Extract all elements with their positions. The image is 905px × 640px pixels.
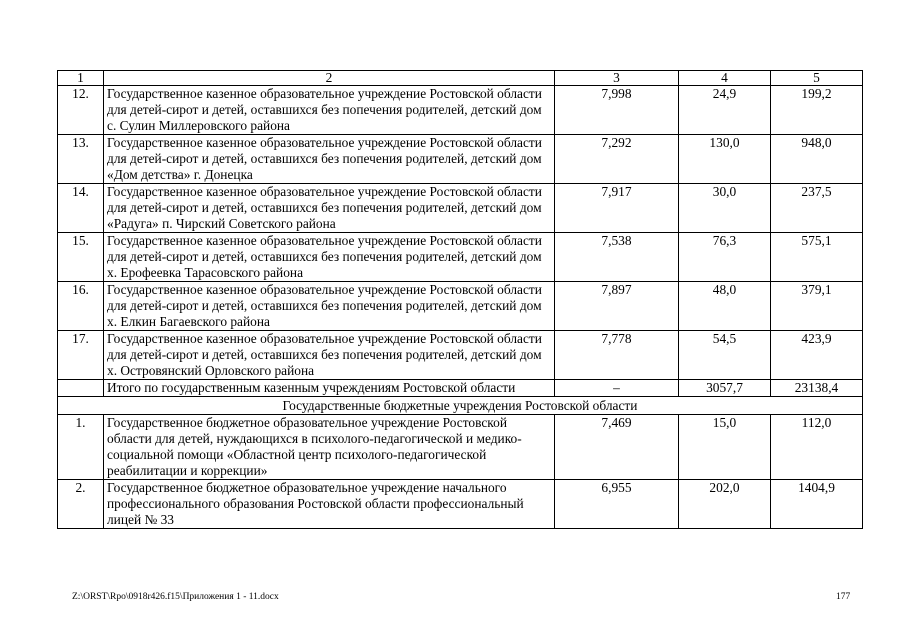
header-cell-1: 1 xyxy=(58,71,104,86)
value-col3: 7,998 xyxy=(555,86,679,135)
section-title: Государственные бюджетные учреждения Ростовской области xyxy=(58,397,863,415)
row-number: 12. xyxy=(58,86,104,135)
value-col3: 7,778 xyxy=(555,331,679,380)
value-col3: 6,955 xyxy=(555,480,679,529)
institution-name: Государственное казенное образовательное учреждение Ростовской области для детей-сирот и детей, оставшихся без попечения родителей, детский дом х. Ерофеевка Тарасовского района xyxy=(104,233,555,282)
value-col3: 7,917 xyxy=(555,184,679,233)
table-row xyxy=(58,135,863,184)
table-row xyxy=(58,415,863,480)
table-row xyxy=(58,282,863,331)
institution-name: Государственное казенное образовательное учреждение Ростовской области для детей-сирот и детей, оставшихся без попечения родителей, детский дом с. Сулин Миллеровского района xyxy=(104,86,555,135)
value-col4: 130,0 xyxy=(679,135,771,184)
institution-name: Государственное казенное образовательное учреждение Ростовской области для детей-сирот и детей, оставшихся без попечения родителей, детский дом «Радуга» п. Чирский Советского района xyxy=(104,184,555,233)
total-label: Итого по государственным казенным учреждениям Ростовской области xyxy=(104,380,555,397)
total-col3: – xyxy=(555,380,679,397)
value-col4: 76,3 xyxy=(679,233,771,282)
total-row xyxy=(58,380,863,397)
value-col3: 7,469 xyxy=(555,415,679,480)
value-col5: 423,9 xyxy=(771,331,863,380)
table-row xyxy=(58,86,863,135)
row-number: 1. xyxy=(58,415,104,480)
value-col5: 112,0 xyxy=(771,415,863,480)
total-col4: 3057,7 xyxy=(679,380,771,397)
table-row xyxy=(58,184,863,233)
header-cell-3: 3 xyxy=(555,71,679,86)
institution-name: Государственное казенное образовательное учреждение Ростовской области для детей-сирот и детей, оставшихся без попечения родителей, детский дом х. Елкин Багаевского района xyxy=(104,282,555,331)
table-row xyxy=(58,480,863,529)
row-number: 16. xyxy=(58,282,104,331)
section-header-row xyxy=(58,397,863,415)
value-col5: 379,1 xyxy=(771,282,863,331)
value-col3: 7,292 xyxy=(555,135,679,184)
value-col4: 48,0 xyxy=(679,282,771,331)
row-number: 14. xyxy=(58,184,104,233)
header-cell-5: 5 xyxy=(771,71,863,86)
row-number: 13. xyxy=(58,135,104,184)
institution-name: Государственное бюджетное образовательное учреждение начального профессионального образования Ростовской области профессиональный лицей № 33 xyxy=(104,480,555,529)
value-col5: 575,1 xyxy=(771,233,863,282)
value-col5: 237,5 xyxy=(771,184,863,233)
value-col3: 7,897 xyxy=(555,282,679,331)
value-col4: 15,0 xyxy=(679,415,771,480)
value-col5: 1404,9 xyxy=(771,480,863,529)
data-table xyxy=(57,70,863,529)
header-cell-4: 4 xyxy=(679,71,771,86)
header-row xyxy=(58,71,863,86)
row-number: 15. xyxy=(58,233,104,282)
value-col3: 7,538 xyxy=(555,233,679,282)
page-number: 177 xyxy=(836,592,851,602)
value-col5: 948,0 xyxy=(771,135,863,184)
row-number: 2. xyxy=(58,480,104,529)
institution-name: Государственное казенное образовательное учреждение Ростовской области для детей-сирот и детей, оставшихся без попечения родителей, детский дом «Дом детства» г. Донецка xyxy=(104,135,555,184)
institution-name: Государственное бюджетное образовательное учреждение Ростовской области для детей, нуждающихся в психолого-педагогической и медико-социальной помощи «Областной центр психолого-педагогической реабилитации и коррекции» xyxy=(104,415,555,480)
total-number xyxy=(58,380,104,397)
table-row xyxy=(58,233,863,282)
row-number: 17. xyxy=(58,331,104,380)
value-col4: 30,0 xyxy=(679,184,771,233)
institution-name: Государственное казенное образовательное учреждение Ростовской области для детей-сирот и детей, оставшихся без попечения родителей, детский дом х. Островянский Орловского района xyxy=(104,331,555,380)
header-cell-2: 2 xyxy=(104,71,555,86)
value-col4: 54,5 xyxy=(679,331,771,380)
value-col5: 199,2 xyxy=(771,86,863,135)
value-col4: 202,0 xyxy=(679,480,771,529)
table-row xyxy=(58,331,863,380)
total-col5: 23138,4 xyxy=(771,380,863,397)
footer-file-path: Z:\ORST\Rpo\0918r426.f15\Приложения 1 - 11.docx xyxy=(72,592,279,602)
value-col4: 24,9 xyxy=(679,86,771,135)
